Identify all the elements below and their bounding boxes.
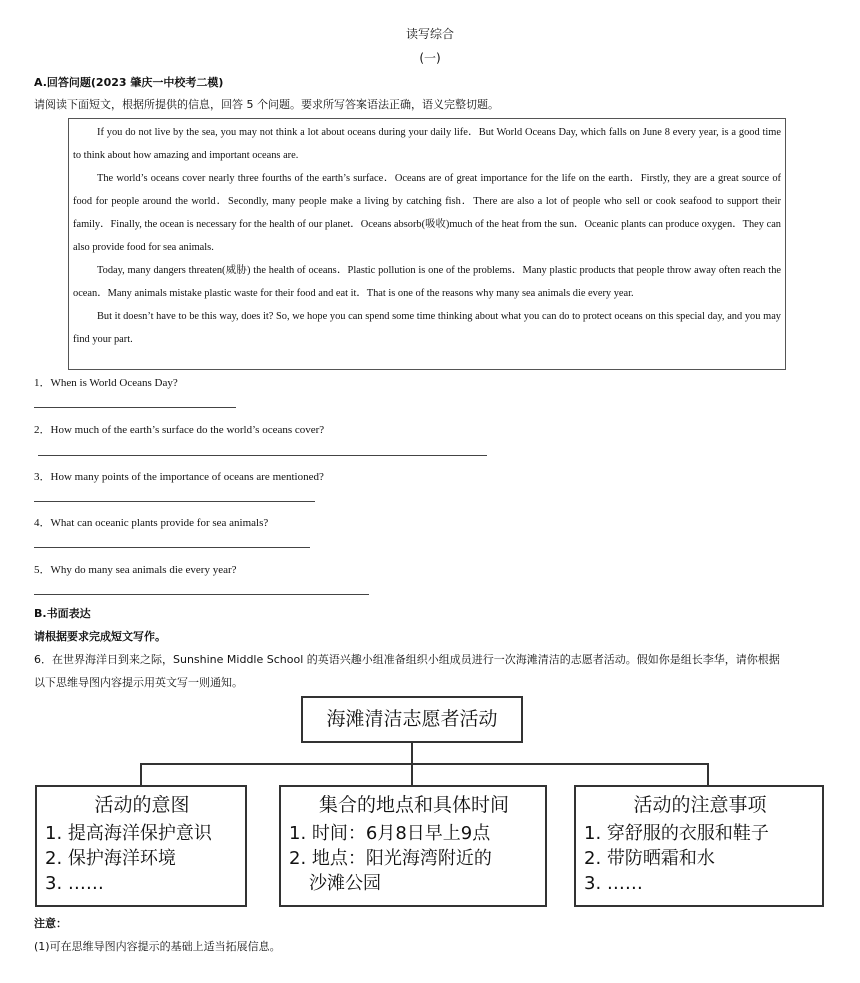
branch-item: 1. 穿舒服的衣服和鞋子 bbox=[584, 823, 769, 844]
branch-item: 1. 提高海洋保护意识 bbox=[45, 823, 212, 844]
answer-line-5[interactable] bbox=[34, 594, 369, 595]
branch-title: 活动的注意事项 bbox=[633, 794, 767, 816]
writing-task-line-1: 6．在世界海洋日到来之际，Sunshine Middle School 的英语兴趣小组准备组织小组成员进行一次海滩清洁的志愿者活动。假如你是组长李华，请你根据 bbox=[34, 653, 780, 666]
branch-item: 2. 保护海洋环境 bbox=[45, 848, 176, 869]
section-b-heading: B.书面表达 bbox=[34, 607, 91, 620]
answer-line-4[interactable] bbox=[34, 547, 310, 548]
section-a-instruction: 请阅读下面短文，根据所提供的信息，回答 5 个问题。要求所写答案语法正确，语义完整切题。 bbox=[34, 98, 499, 111]
reading-passage bbox=[68, 118, 786, 370]
branch-title: 集合的地点和具体时间 bbox=[318, 794, 509, 816]
page-subtitle: (一) bbox=[419, 51, 441, 65]
passage-paragraph-3: Today, many dangers threaten(威胁) the health of oceans．Plastic pollution is one of the problems．Many plastic products that people throw away often reach the ocean．Many animals mistake plastic waste for their food and eat it．That is one of the reasons why many sea animals die every year. bbox=[73, 265, 781, 299]
branch-item: 3. …… bbox=[45, 873, 104, 894]
page-title: 读写综合 bbox=[405, 27, 454, 41]
passage-paragraph-1: If you do not live by the sea, you may not think a lot about oceans during your daily life．But World Oceans Day, which falls on June 8 every year, is a good time to think about how amazing and important oceans are. bbox=[73, 127, 781, 161]
answer-line-3[interactable] bbox=[34, 501, 315, 502]
question-4: 4．What can oceanic plants provide for sea animals? bbox=[34, 517, 269, 529]
note-1: (1)可在思维导图内容提示的基础上适当拓展信息。 bbox=[34, 940, 281, 953]
question-3: 3．How many points of the importance of oceans are mentioned? bbox=[34, 471, 324, 483]
notes-heading: 注意： bbox=[34, 917, 67, 930]
passage-paragraph-2: The world’s oceans cover nearly three fourths of the earth’s surface．Oceans are of great importance for the life on the earth．Firstly, they are a great source of food for people around the world．Secondly, many people make a living by catching fish．There are also a lot of people who sell or cook seafood to support their family．Finally, the ocean is necessary for the health of our planet．Oceans absorb(吸收)much of the heat from the sun．Oceanic plants can produce oxygen．They can also provide food for sea animals. bbox=[73, 173, 781, 253]
mindmap-drop-left bbox=[140, 763, 142, 785]
mindmap-drop-right bbox=[707, 763, 709, 785]
mindmap-branch-place-time bbox=[279, 785, 547, 907]
mindmap-bar bbox=[140, 763, 709, 765]
section-b-instruction: 请根据要求完成短文写作。 bbox=[34, 630, 166, 643]
mindmap-branch-notes bbox=[574, 785, 824, 907]
branch-item: 3. …… bbox=[584, 873, 643, 894]
answer-line-2[interactable] bbox=[38, 455, 487, 456]
mindmap-branch-purpose bbox=[35, 785, 247, 907]
branch-item: 2. 地点：阳光海湾附近的 bbox=[289, 848, 492, 869]
question-5: 5．Why do many sea animals die every year? bbox=[34, 564, 237, 576]
branch-item: 2. 带防晒霜和水 bbox=[584, 848, 715, 869]
branch-title: 活动的意图 bbox=[94, 794, 190, 816]
question-1: 1．When is World Oceans Day? bbox=[34, 377, 178, 389]
writing-task-line-2: 以下思维导图内容提示用英文写一则通知。 bbox=[34, 676, 243, 689]
answer-line-1[interactable] bbox=[34, 407, 236, 408]
mindmap-root: 海滩清洁志愿者活动 bbox=[301, 696, 523, 743]
branch-item: 1. 时间：6月8日早上9点 bbox=[289, 823, 491, 844]
question-2: 2．How much of the earth’s surface do the world’s oceans cover? bbox=[34, 424, 325, 436]
passage-paragraph-4: But it doesn’t have to be this way, does it? So, we hope you can spend some time thinking about what you can do to protect oceans on this special day, and you may find your part. bbox=[73, 311, 781, 345]
section-a-heading: A.回答问题(2023 肇庆一中校考二模) bbox=[34, 76, 224, 89]
branch-item: 沙滩公园 bbox=[309, 873, 381, 894]
